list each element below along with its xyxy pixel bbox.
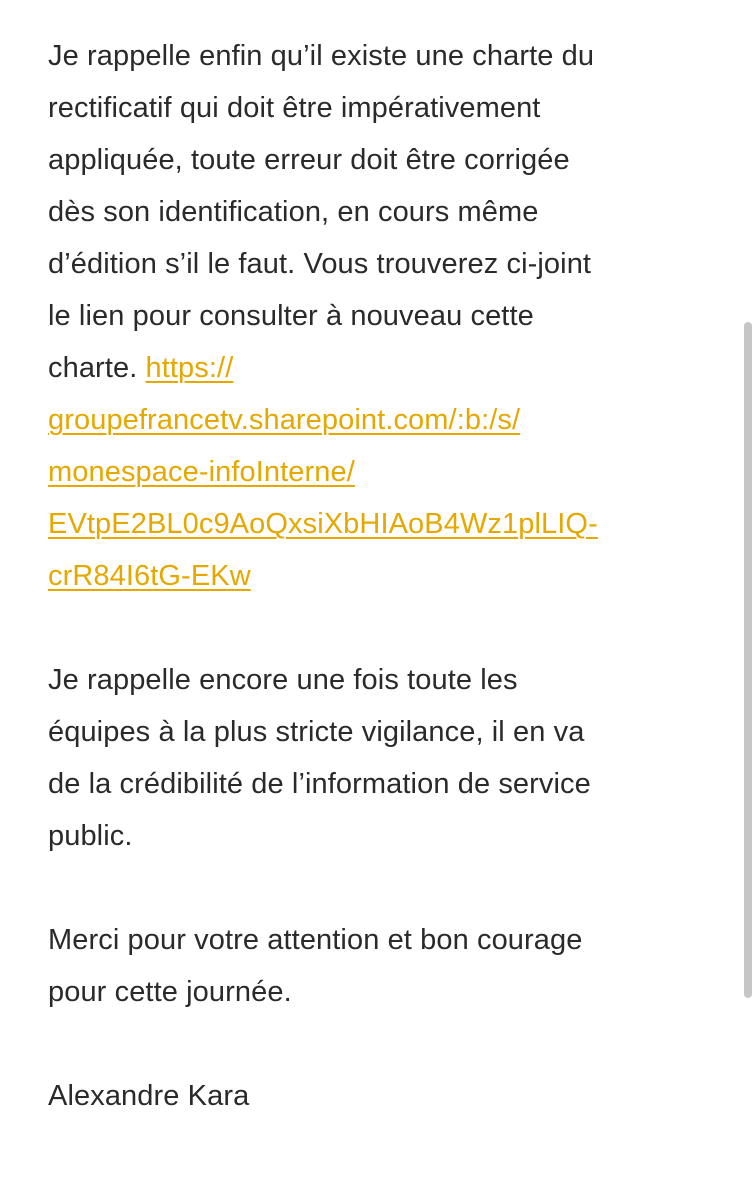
sharepoint-link-part[interactable]: https:// (145, 352, 234, 384)
vertical-scrollbar[interactable] (744, 322, 752, 998)
text-line: équipes à la plus stricte vigilance, il en va (48, 716, 585, 748)
text-line: Je rappelle encore une fois toute les (48, 664, 518, 696)
text-line: d’édition s’il le faut. Vous trouverez ci-joint (48, 248, 592, 280)
text-line: pour cette journée. (48, 976, 292, 1008)
signature-name: Alexandre Kara (48, 1080, 250, 1112)
text-line-with-link (48, 342, 713, 394)
text-line: dès son identification, en cours même (48, 196, 539, 228)
sharepoint-link-part[interactable]: groupefrancetv.sharepoint.com/:b:/s/ (48, 404, 521, 436)
text-line: de la crédibilité de l’information de service (48, 768, 591, 800)
link-line (48, 550, 713, 602)
link-line (48, 498, 713, 550)
text-line: Je rappelle enfin qu’il existe une charte du (48, 40, 595, 72)
link-line (48, 446, 713, 498)
text-line: rectificatif qui doit être impérativement (48, 92, 541, 124)
text-line: le lien pour consulter à nouveau cette (48, 300, 534, 332)
text-fragment: charte. (48, 352, 146, 384)
link-line (48, 394, 713, 446)
sharepoint-link-part[interactable]: crR84I6tG-EKw (48, 560, 251, 592)
sharepoint-link-part[interactable]: monespace-infoInterne/ (48, 456, 355, 488)
paragraph-charte (48, 30, 713, 602)
text-line: appliquée, toute erreur doit être corrigée (48, 144, 570, 176)
scrollbar-thumb[interactable] (744, 322, 752, 998)
text-line: public. (48, 820, 133, 852)
sharepoint-link-part[interactable]: EVtpE2BL0c9AoQxsiXbHIAoB4Wz1plLIQ- (48, 508, 598, 540)
text-line: Merci pour votre attention et bon courage (48, 924, 583, 956)
paragraph-vigilance (48, 654, 713, 862)
signature (48, 1070, 713, 1122)
note-body[interactable] (48, 30, 713, 1122)
paragraph-thanks (48, 914, 713, 1018)
